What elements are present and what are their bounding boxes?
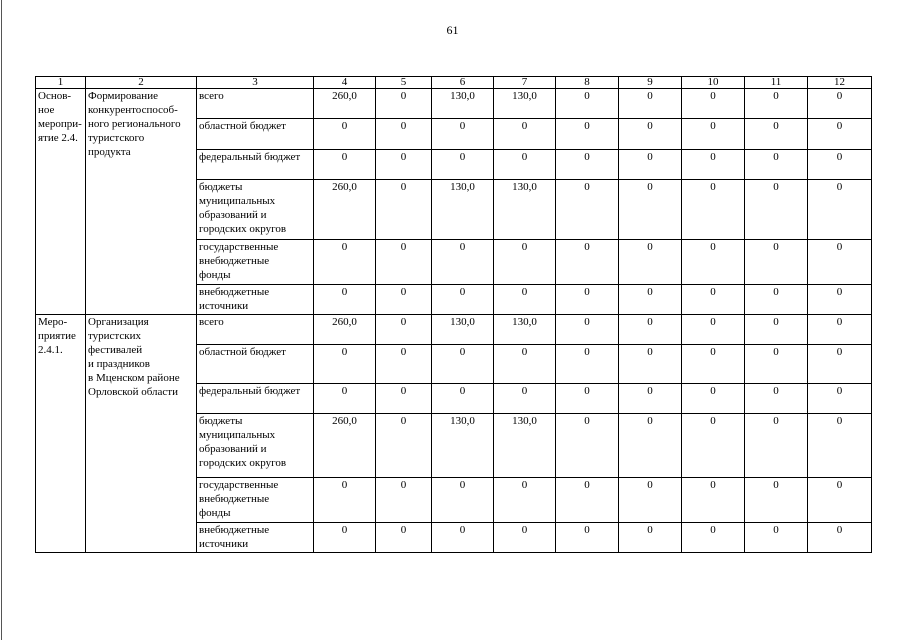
value-cell: 0 <box>682 180 745 240</box>
value-cell: 0 <box>494 478 556 523</box>
measure-title-cell: Организация туристских фестивалей и праздников в Мценском районе Орловской области <box>86 315 197 553</box>
value-cell: 0 <box>808 523 872 553</box>
value-cell: 130,0 <box>432 315 494 345</box>
value-cell: 0 <box>376 89 432 119</box>
value-cell: 0 <box>808 478 872 523</box>
measure-title-cell: Формирование конкурентоспособ- ного регионального туристского продукта <box>86 89 197 315</box>
value-cell: 0 <box>808 345 872 384</box>
funding-source-cell: государственные внебюджетные фонды <box>197 240 314 285</box>
value-cell: 0 <box>682 414 745 478</box>
column-header: 8 <box>556 77 619 89</box>
value-cell: 0 <box>682 240 745 285</box>
value-cell: 0 <box>494 119 556 150</box>
value-cell: 0 <box>376 414 432 478</box>
value-cell: 0 <box>619 523 682 553</box>
value-cell: 0 <box>494 345 556 384</box>
funding-source-cell: областной бюджет <box>197 119 314 150</box>
value-cell: 0 <box>682 119 745 150</box>
value-cell: 0 <box>619 89 682 119</box>
value-cell: 0 <box>619 119 682 150</box>
budget-table <box>35 76 872 553</box>
value-cell: 0 <box>745 384 808 414</box>
value-cell: 0 <box>619 414 682 478</box>
value-cell: 0 <box>619 240 682 285</box>
value-cell: 0 <box>376 150 432 180</box>
column-header: 10 <box>682 77 745 89</box>
measure-code-cell: Основ- ное меропри- ятие 2.4. <box>36 89 86 315</box>
value-cell: 130,0 <box>432 180 494 240</box>
value-cell: 0 <box>314 345 376 384</box>
value-cell: 0 <box>494 285 556 315</box>
value-cell: 0 <box>432 384 494 414</box>
value-cell: 0 <box>682 285 745 315</box>
value-cell: 0 <box>494 384 556 414</box>
funding-source-cell: федеральный бюджет <box>197 150 314 180</box>
value-cell: 0 <box>745 240 808 285</box>
value-cell: 0 <box>376 180 432 240</box>
value-cell: 0 <box>808 150 872 180</box>
value-cell: 0 <box>314 523 376 553</box>
value-cell: 0 <box>556 414 619 478</box>
value-cell: 0 <box>556 523 619 553</box>
value-cell: 0 <box>808 414 872 478</box>
value-cell: 0 <box>432 478 494 523</box>
value-cell: 0 <box>314 150 376 180</box>
value-cell: 0 <box>376 240 432 285</box>
value-cell: 130,0 <box>494 89 556 119</box>
value-cell: 0 <box>745 523 808 553</box>
value-cell: 0 <box>494 523 556 553</box>
value-cell: 0 <box>682 345 745 384</box>
header-row <box>36 77 872 89</box>
value-cell: 0 <box>556 89 619 119</box>
value-cell: 130,0 <box>494 180 556 240</box>
value-cell: 0 <box>682 150 745 180</box>
value-cell: 0 <box>619 315 682 345</box>
value-cell: 0 <box>808 384 872 414</box>
funding-source-cell: внебюджетные источники <box>197 523 314 553</box>
column-header: 12 <box>808 77 872 89</box>
funding-source-cell: бюджеты муниципальных образований и городских округов <box>197 180 314 240</box>
page-edge-line <box>1 0 2 640</box>
value-cell: 0 <box>376 345 432 384</box>
value-cell: 0 <box>314 384 376 414</box>
funding-source-cell: областной бюджет <box>197 345 314 384</box>
value-cell: 0 <box>808 119 872 150</box>
value-cell: 0 <box>619 384 682 414</box>
value-cell: 0 <box>808 285 872 315</box>
value-cell: 0 <box>556 150 619 180</box>
value-cell: 0 <box>682 89 745 119</box>
value-cell: 0 <box>556 384 619 414</box>
value-cell: 0 <box>432 150 494 180</box>
value-cell: 0 <box>556 478 619 523</box>
value-cell: 0 <box>619 478 682 523</box>
value-cell: 0 <box>619 180 682 240</box>
column-header: 9 <box>619 77 682 89</box>
value-cell: 0 <box>376 478 432 523</box>
value-cell: 0 <box>808 180 872 240</box>
table-row <box>36 89 872 119</box>
column-header: 4 <box>314 77 376 89</box>
column-header: 1 <box>36 77 86 89</box>
column-header: 6 <box>432 77 494 89</box>
value-cell: 260,0 <box>314 180 376 240</box>
value-cell: 130,0 <box>494 414 556 478</box>
value-cell: 0 <box>619 150 682 180</box>
value-cell: 0 <box>808 240 872 285</box>
value-cell: 0 <box>556 345 619 384</box>
column-header: 2 <box>86 77 197 89</box>
value-cell: 0 <box>619 285 682 315</box>
value-cell: 0 <box>808 89 872 119</box>
value-cell: 0 <box>745 345 808 384</box>
funding-source-cell: всего <box>197 89 314 119</box>
value-cell: 0 <box>682 523 745 553</box>
measure-code-cell: Меро- приятие 2.4.1. <box>36 315 86 553</box>
funding-source-cell: внебюджетные источники <box>197 285 314 315</box>
value-cell: 0 <box>376 315 432 345</box>
table-row <box>36 315 872 345</box>
value-cell: 0 <box>556 180 619 240</box>
value-cell: 0 <box>682 478 745 523</box>
value-cell: 0 <box>745 478 808 523</box>
value-cell: 0 <box>745 315 808 345</box>
value-cell: 0 <box>314 478 376 523</box>
value-cell: 260,0 <box>314 89 376 119</box>
value-cell: 0 <box>376 523 432 553</box>
value-cell: 0 <box>808 315 872 345</box>
value-cell: 0 <box>376 384 432 414</box>
page-number: 61 <box>446 23 459 37</box>
value-cell: 0 <box>432 345 494 384</box>
value-cell: 0 <box>432 523 494 553</box>
value-cell: 0 <box>556 119 619 150</box>
value-cell: 0 <box>682 315 745 345</box>
value-cell: 130,0 <box>494 315 556 345</box>
value-cell: 0 <box>314 240 376 285</box>
funding-source-cell: всего <box>197 315 314 345</box>
column-header: 3 <box>197 77 314 89</box>
value-cell: 130,0 <box>432 414 494 478</box>
value-cell: 0 <box>314 285 376 315</box>
column-header: 7 <box>494 77 556 89</box>
value-cell: 0 <box>376 119 432 150</box>
value-cell: 0 <box>556 240 619 285</box>
funding-source-cell: федеральный бюджет <box>197 384 314 414</box>
value-cell: 0 <box>745 285 808 315</box>
value-cell: 0 <box>745 119 808 150</box>
value-cell: 260,0 <box>314 414 376 478</box>
value-cell: 0 <box>432 119 494 150</box>
value-cell: 0 <box>314 119 376 150</box>
value-cell: 0 <box>494 150 556 180</box>
value-cell: 0 <box>745 180 808 240</box>
value-cell: 0 <box>376 285 432 315</box>
value-cell: 0 <box>745 414 808 478</box>
funding-source-cell: государственные внебюджетные фонды <box>197 478 314 523</box>
value-cell: 130,0 <box>432 89 494 119</box>
value-cell: 0 <box>494 240 556 285</box>
value-cell: 0 <box>745 150 808 180</box>
value-cell: 0 <box>556 315 619 345</box>
value-cell: 260,0 <box>314 315 376 345</box>
column-header: 11 <box>745 77 808 89</box>
value-cell: 0 <box>619 345 682 384</box>
funding-source-cell: бюджеты муниципальных образований и городских округов <box>197 414 314 478</box>
column-header: 5 <box>376 77 432 89</box>
value-cell: 0 <box>432 240 494 285</box>
value-cell: 0 <box>432 285 494 315</box>
value-cell: 0 <box>745 89 808 119</box>
value-cell: 0 <box>556 285 619 315</box>
value-cell: 0 <box>682 384 745 414</box>
